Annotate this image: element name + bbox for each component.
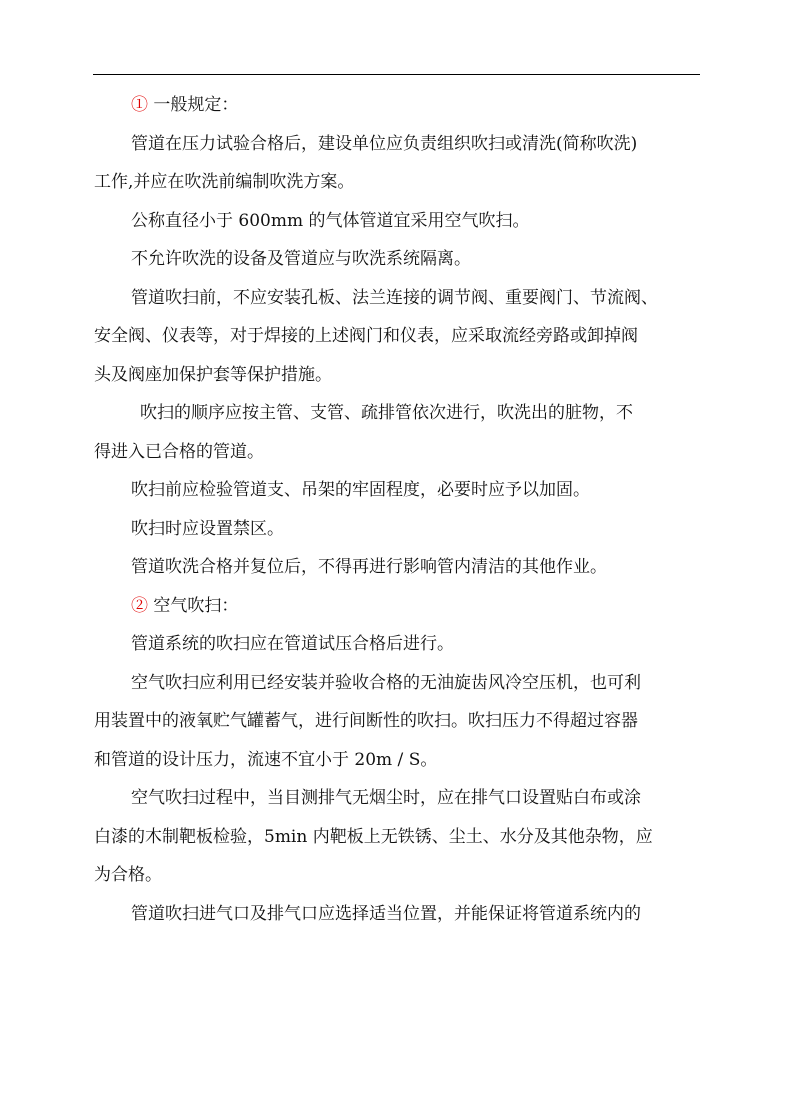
paragraph-line: 管道吹扫进气口及排气口应选择适当位置，并能保证将管道系统内的 — [131, 903, 641, 924]
paragraph-line: 用装置中的液氧贮气罐蓄气，进行间断性的吹扫。吹扫压力不得超过容器 — [94, 711, 638, 731]
section-heading-general — [94, 86, 700, 125]
header-rule — [93, 74, 700, 75]
paragraph-line: 为合格。 — [94, 865, 162, 885]
section-title: 一般规定： — [153, 95, 239, 115]
paragraph-line: 空气吹扫过程中，当目测排气无烟尘时，应在排气口设置贴白布或涂 — [131, 788, 641, 808]
paragraph-line: 头及阀座加保护套等保护措施。 — [94, 364, 332, 385]
paragraph-line: 不允许吹洗的设备及管道应与吹洗系统隔离。 — [131, 249, 471, 269]
document-body — [94, 86, 700, 933]
paragraph-line: 管道在压力试验合格后，建设单位应负责组织吹扫或清洗(简称吹洗) — [131, 133, 638, 154]
paragraph-line: 管道吹洗合格并复位后，不得再进行影响管内清洁的其他作业。 — [131, 557, 607, 577]
paragraph-line: 得进入已合格的管道。 — [94, 441, 264, 462]
paragraph-line: 工作,并应在吹洗前编制吹洗方案。 — [94, 172, 355, 192]
paragraph-line: 空气吹扫应利用已经安装并验收合格的无油旋齿风冷空压机，也可利 — [131, 672, 641, 693]
paragraph-line: 白漆的木制靶板检验，5min 内靶板上无铁锈、尘土、水分及其他杂物，应 — [94, 826, 653, 847]
paragraph-line: 和管道的设计压力，流速不宜小于 20m / S。 — [94, 749, 438, 770]
paragraph-line: 管道系统的吹扫应在管道试压合格后进行。 — [131, 634, 454, 654]
paragraph-line: 吹扫前应检验管道支、吊架的牢固程度，必要时应予以加固。 — [131, 480, 590, 500]
section-number: ① — [131, 95, 148, 115]
section-title: 空气吹扫： — [153, 595, 239, 616]
paragraph-line: 吹扫时应设置禁区。 — [131, 518, 284, 539]
section-heading-air-purge — [94, 587, 700, 626]
paragraph-line: 安全阀、仪表等，对于焊接的上述阀门和仪表，应采取流经旁路或卸掉阀 — [94, 326, 638, 346]
section-number: ② — [131, 595, 148, 616]
paragraph-line: 吹扫的顺序应按主管、支管、疏排管依次进行，吹洗出的脏物，不 — [140, 403, 633, 423]
paragraph-line: 公称直径小于 600mm 的气体管道宜采用空气吹扫。 — [131, 210, 530, 231]
paragraph-line: 管道吹扫前，不应安装孔板、法兰连接的调节阀、重要阀门、节流阀、 — [131, 287, 658, 308]
